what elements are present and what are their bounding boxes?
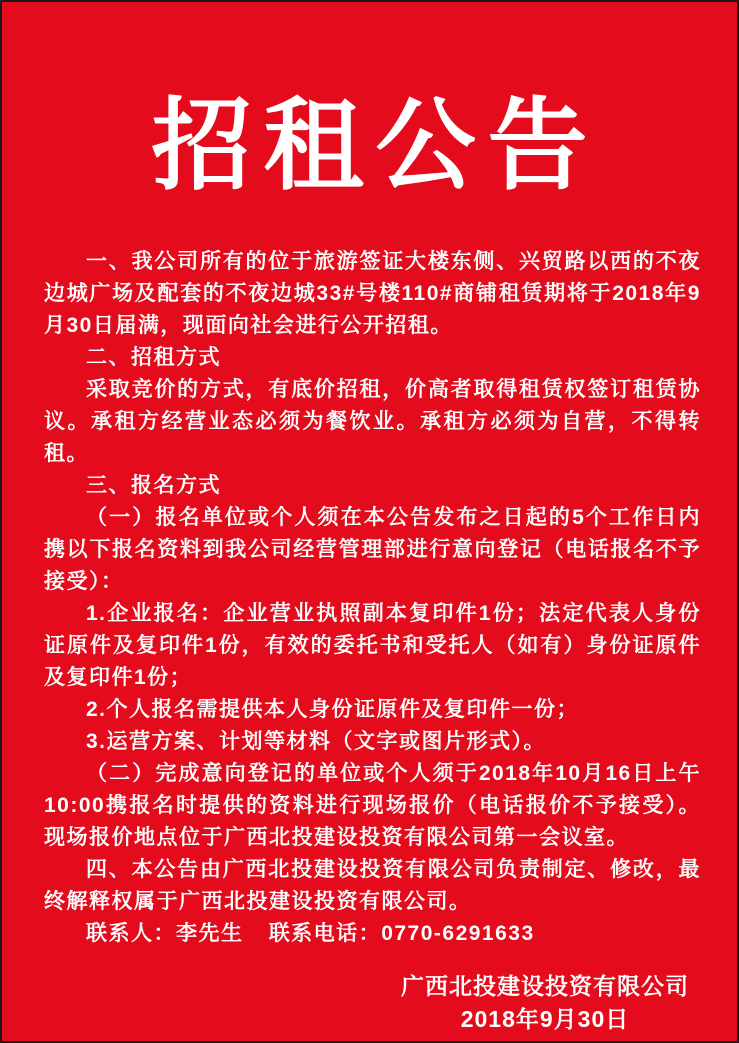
contact-phone-label: 联系电话： bbox=[268, 922, 382, 945]
contact-person-name: 李先生 bbox=[176, 922, 244, 945]
paragraph-section3-heading: 三、报名方式 bbox=[86, 474, 221, 497]
paragraph-plan-materials: 3.运营方案、计划等材料（文字或图片形式）。 bbox=[86, 730, 547, 753]
paragraph-section4: 四、本公告由广西北投建设投资有限公司负责制定、修改，最终解释权属于广西北投建设投资有限公司。 bbox=[44, 858, 701, 913]
contact-phone-number: 0770-6291633 bbox=[381, 922, 535, 945]
poster-title: 招租公告 bbox=[151, 86, 600, 204]
paragraph-section3-item1: （一）报名单位或个人须在本公告发布之日起的5个工作日内携以下报名资料到我公司经营管理部进行意向登记（电话报名不予接受）： bbox=[44, 506, 701, 593]
signature-block bbox=[401, 970, 689, 1036]
signature-date: 2018年9月30日 bbox=[460, 1006, 630, 1032]
announcement-body bbox=[2, 246, 737, 950]
contact-person-label: 联系人： bbox=[86, 922, 176, 945]
paragraph-individual-docs: 2.个人报名需提供本人身份证原件及复印件一份； bbox=[86, 698, 580, 721]
signature-company: 广西北投建设投资有限公司 bbox=[401, 973, 689, 999]
paragraph-section3-item2: （二）完成意向登记的单位或个人须于2018年10月16日上午10:00携报名时提供的资料进行现场报价（电话报价不予接受）。现场报价地点位于广西北投建设投资有限公司第一会议室。 bbox=[44, 762, 701, 849]
paragraph-section1-intro: 一、我公司所有的位于旅游签证大楼东侧、兴贸路以西的不夜边城广场及配套的不夜边城33#号楼110#商铺租赁期将于2018年9月30日届满，现面向社会进行公开招租。 bbox=[44, 250, 701, 337]
paragraph-enterprise-docs: 1.企业报名：企业营业执照副本复印件1份；法定代表人身份证原件及复印件1份，有效的委托书和受托人（如有）身份证原件及复印件1份； bbox=[44, 602, 701, 689]
paragraph-section2-body: 采取竞价的方式，有底价招租，价高者取得租赁权签订租赁协议。承租方经营业态必须为餐饮业。承租方必须为自营，不得转租。 bbox=[44, 378, 701, 465]
paragraph-section2-heading: 二、招租方式 bbox=[86, 346, 221, 369]
contact-line bbox=[44, 918, 701, 950]
